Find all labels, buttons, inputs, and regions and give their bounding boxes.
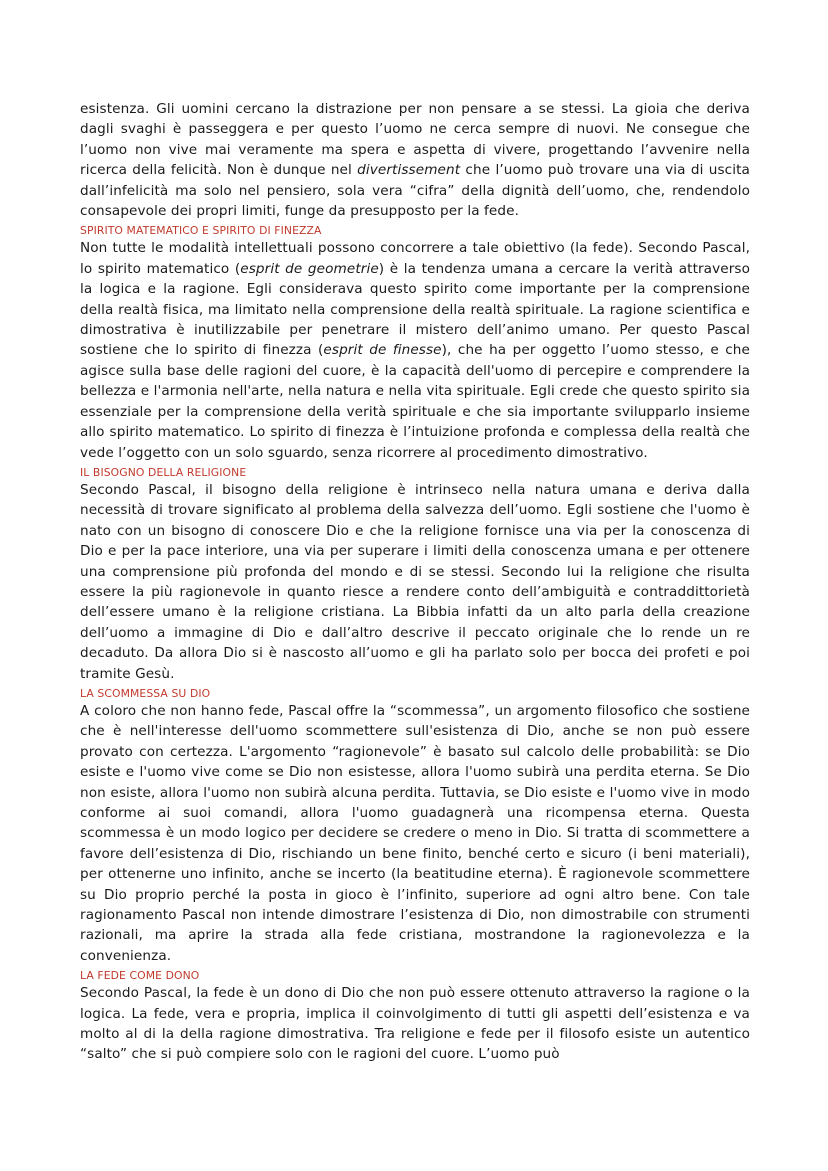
section-heading-spirito: SPIRITO MATEMATICO E SPIRITO DI FINEZZA bbox=[80, 224, 322, 238]
document-page bbox=[80, 99, 750, 1065]
section-heading-fede: LA FEDE COME DONO bbox=[80, 969, 200, 983]
spirito-emphasis-1: esprit de geometrie bbox=[240, 260, 379, 277]
section-paragraph-scommessa: A coloro che non hanno fede, Pascal offre la “scommessa”, un argomento filosofico che sostiene che è nell'interesse dell'uomo scommettere sull'esistenza di Dio, anche se non può essere provato con certezza. L'argomento “ragionevole” è basato sul calcolo delle probabilità: se Dio esiste e l'uomo vive come se Dio non esistesse, allora l'uomo subirà una perdita eterna. Se Dio non esiste, allora l'uomo non subirà alcuna perdita. Tuttavia, se Dio esiste e l'uomo vive in modo conforme ai suoi comandi, allora l'uomo guadagnerà una ricompensa eterna. Questa scommessa è un modo logico per decidere se credere o meno in Dio. Si tratta di scommettere a favore dell’esistenza di Dio, rischiando un bene finito, benché certo e sicuro (i beni materiali), per ottenerne uno infinito, anche se incerto (la beatitudine eterna). È ragionevole scommettere su Dio proprio perché la posta in gioco è l’infinito, superiore ad ogni altro bene. Con tale ragionamento Pascal non intende dimostrare l’esistenza di Dio, non dimostrabile con strumenti razionali, ma aprire la strada alla fede cristiana, mostrandone la ragionevolezza e la convenienza. bbox=[80, 702, 750, 964]
intro-text-2: che l’uomo può trovare una via di uscita dall’infelicità ma solo nel pensiero, sola vera “cifra” della dignità dell’uomo, che, rendendolo consapevole dei propri limiti, funge da presupposto per la fede. bbox=[80, 162, 750, 220]
spirito-text-1: Non tutte le modalità intellettuali possono concorrere a tale obiettivo (la fede). Secondo Pascal, lo spirito matematico ( bbox=[80, 240, 750, 277]
spirito-text-2: ) è la tendenza umana a cercare la verità attraverso la logica e la ragione. Egli considerava questo spirito come importante per la comprensione della realtà fisica, ma limitato nella comprensione della realtà spirituale. La ragione scientifica e dimostrativa è inutilizzabile per penetrare il mistero dell’animo umano. Per questo Pascal sostiene che lo spirito di finezza ( bbox=[80, 260, 751, 359]
intro-text-1: esistenza. Gli uomini cercano la distrazione per non pensare a se stessi. La gioia che deriva dagli svaghi è passeggera e per questo l’uomo ne cerca sempre di nuovi. Ne consegue che l’uomo non vive mai veramente ma spera e aspetta di vivere, progettando l’avvenire nella ricerca della felicità. Non è dunque nel bbox=[80, 101, 750, 179]
section-paragraph-fede: Secondo Pascal, la fede è un dono di Dio che non può essere ottenuto attraverso la ragione o la logica. La fede, vera e propria, implica il coinvolgimento di tutti gli aspetti dell’esistenza e va molto al di la della ragione dimostrativa. Tra religione e fede per il filosofo esiste un autentico “salto” che si può compiere solo con le ragioni del cuore. L’uomo può bbox=[80, 985, 750, 1063]
section-heading-religione: IL BISOGNO DELLA RELIGIONE bbox=[80, 465, 247, 479]
intro-emphasis: divertissement bbox=[357, 162, 461, 179]
section-paragraph-religione: Secondo Pascal, il bisogno della religione è intrinseco nella natura umana e deriva dalla necessità di trovare significato al problema della salvezza dell’uomo. Egli sostiene che l'uomo è nato con un bisogno di conoscere Dio e che la religione fornisce una via per la conoscenza di Dio e per la pace interiore, una via per superare i limiti della conoscenza umana e per ottenere una comprensione più profonda del mondo e di se stessi. Secondo lui la religione che risulta essere la più ragionevole in quanto riesce a rendere conto dell’ambiguità e contraddittorietà dell’essere umano è la religione cristiana. La Bibbia infatti da un alto parla della creazione dell’uomo a immagine di Dio e dall’altro descrive il peccato originale che lo rende un re decaduto. Da allora Dio si è nascosto all’uomo e gli ha parlato solo per bocca dei profeti e poi tramite Gesù. bbox=[80, 481, 750, 682]
spirito-emphasis-2: esprit de finesse bbox=[323, 342, 442, 359]
spirito-text-3: ), che ha per oggetto l’uomo stesso, e che agisce sulla base delle ragioni del cuore, è la capacità dell'uomo di percepire e comprendere la bellezza e l'armonia nell'arte, nella natura e nella vita spirituale. Egli crede che questo spirito sia essenziale per la comprensione della verità spirituale e che sia importante svilupparlo insieme allo spirito matematico. Lo spirito di finezza è l’intuizione profonda e complessa della realtà che vede l’oggetto con un solo sguardo, senza ricorrere al procedimento dimostrativo. bbox=[80, 342, 751, 461]
intro-paragraph bbox=[80, 99, 750, 221]
section-heading-scommessa: LA SCOMMESSA SU DIO bbox=[80, 686, 211, 700]
section-paragraph-spirito bbox=[80, 238, 750, 462]
